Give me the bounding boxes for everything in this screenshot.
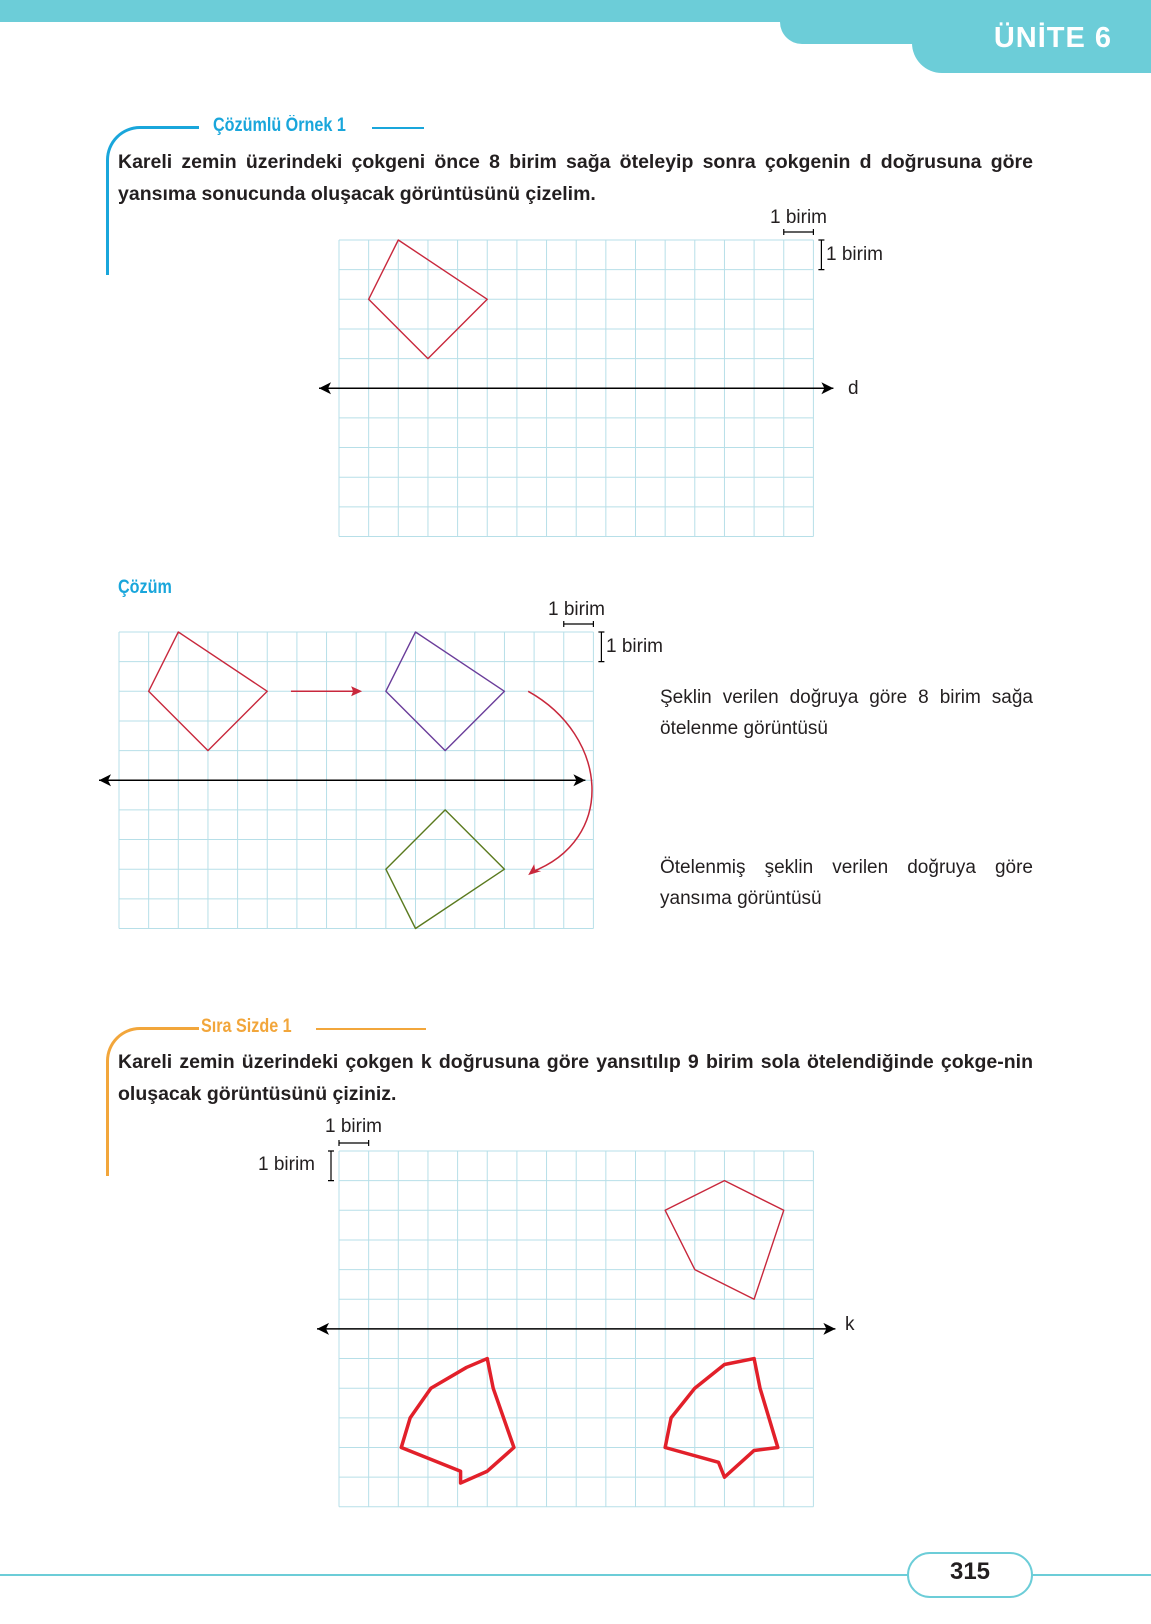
unit-marker-horizontal [339,1140,369,1146]
unit-label: ÜNİTE 6 [993,22,1112,54]
unit-label-horizontal: 1 birim [770,207,828,228]
example-title: Çözümlü Örnek 1 [213,115,346,136]
reflection-note: Ötelenmiş şeklin verilen doğruya göre yansıma görüntüsü [660,857,1033,909]
exercise-title: Sıra Sizde 1 [201,1016,292,1037]
title-rule [316,1028,426,1030]
exercise-grid [339,1151,814,1507]
line-label-k: k [845,1314,855,1335]
unit-label-vertical: 1 birim [606,636,664,657]
title-rule [372,127,424,129]
exercise-text: Kareli zemin üzerindeki çokgen k doğrusuna göre yansıtılıp 9 birim sola ötelendiğinde çokge-nin oluşacak görüntüsünü çiziniz. [118,1051,1033,1105]
unit-label-vertical: 1 birim [258,1154,316,1175]
page-number: 315 [949,1558,991,1585]
unit-label-horizontal: 1 birim [325,1116,383,1137]
solution-grid [119,632,594,929]
unit-label-vertical: 1 birim [826,244,884,265]
unit-marker-vertical [328,1151,334,1181]
unit-marker-vertical [818,240,824,270]
line-label-d: d [848,378,859,399]
translation-note: Şeklin verilen doğruya göre 8 birim sağa ötelenme görüntüsü [660,687,1033,739]
example-text: Kareli zemin üzerindeki çokgeni önce 8 birim sağa öteleyip sonra çokgenin d doğrusuna göre yansıma sonucunda oluşacak görüntüsünü çizelim. [118,151,1033,205]
solution-title: Çözüm [118,577,172,598]
unit-marker-vertical [598,632,604,662]
example-grid [339,240,814,537]
unit-marker-horizontal [784,229,814,235]
unit-marker-horizontal [564,621,594,627]
unit-label-horizontal: 1 birim [548,599,606,620]
